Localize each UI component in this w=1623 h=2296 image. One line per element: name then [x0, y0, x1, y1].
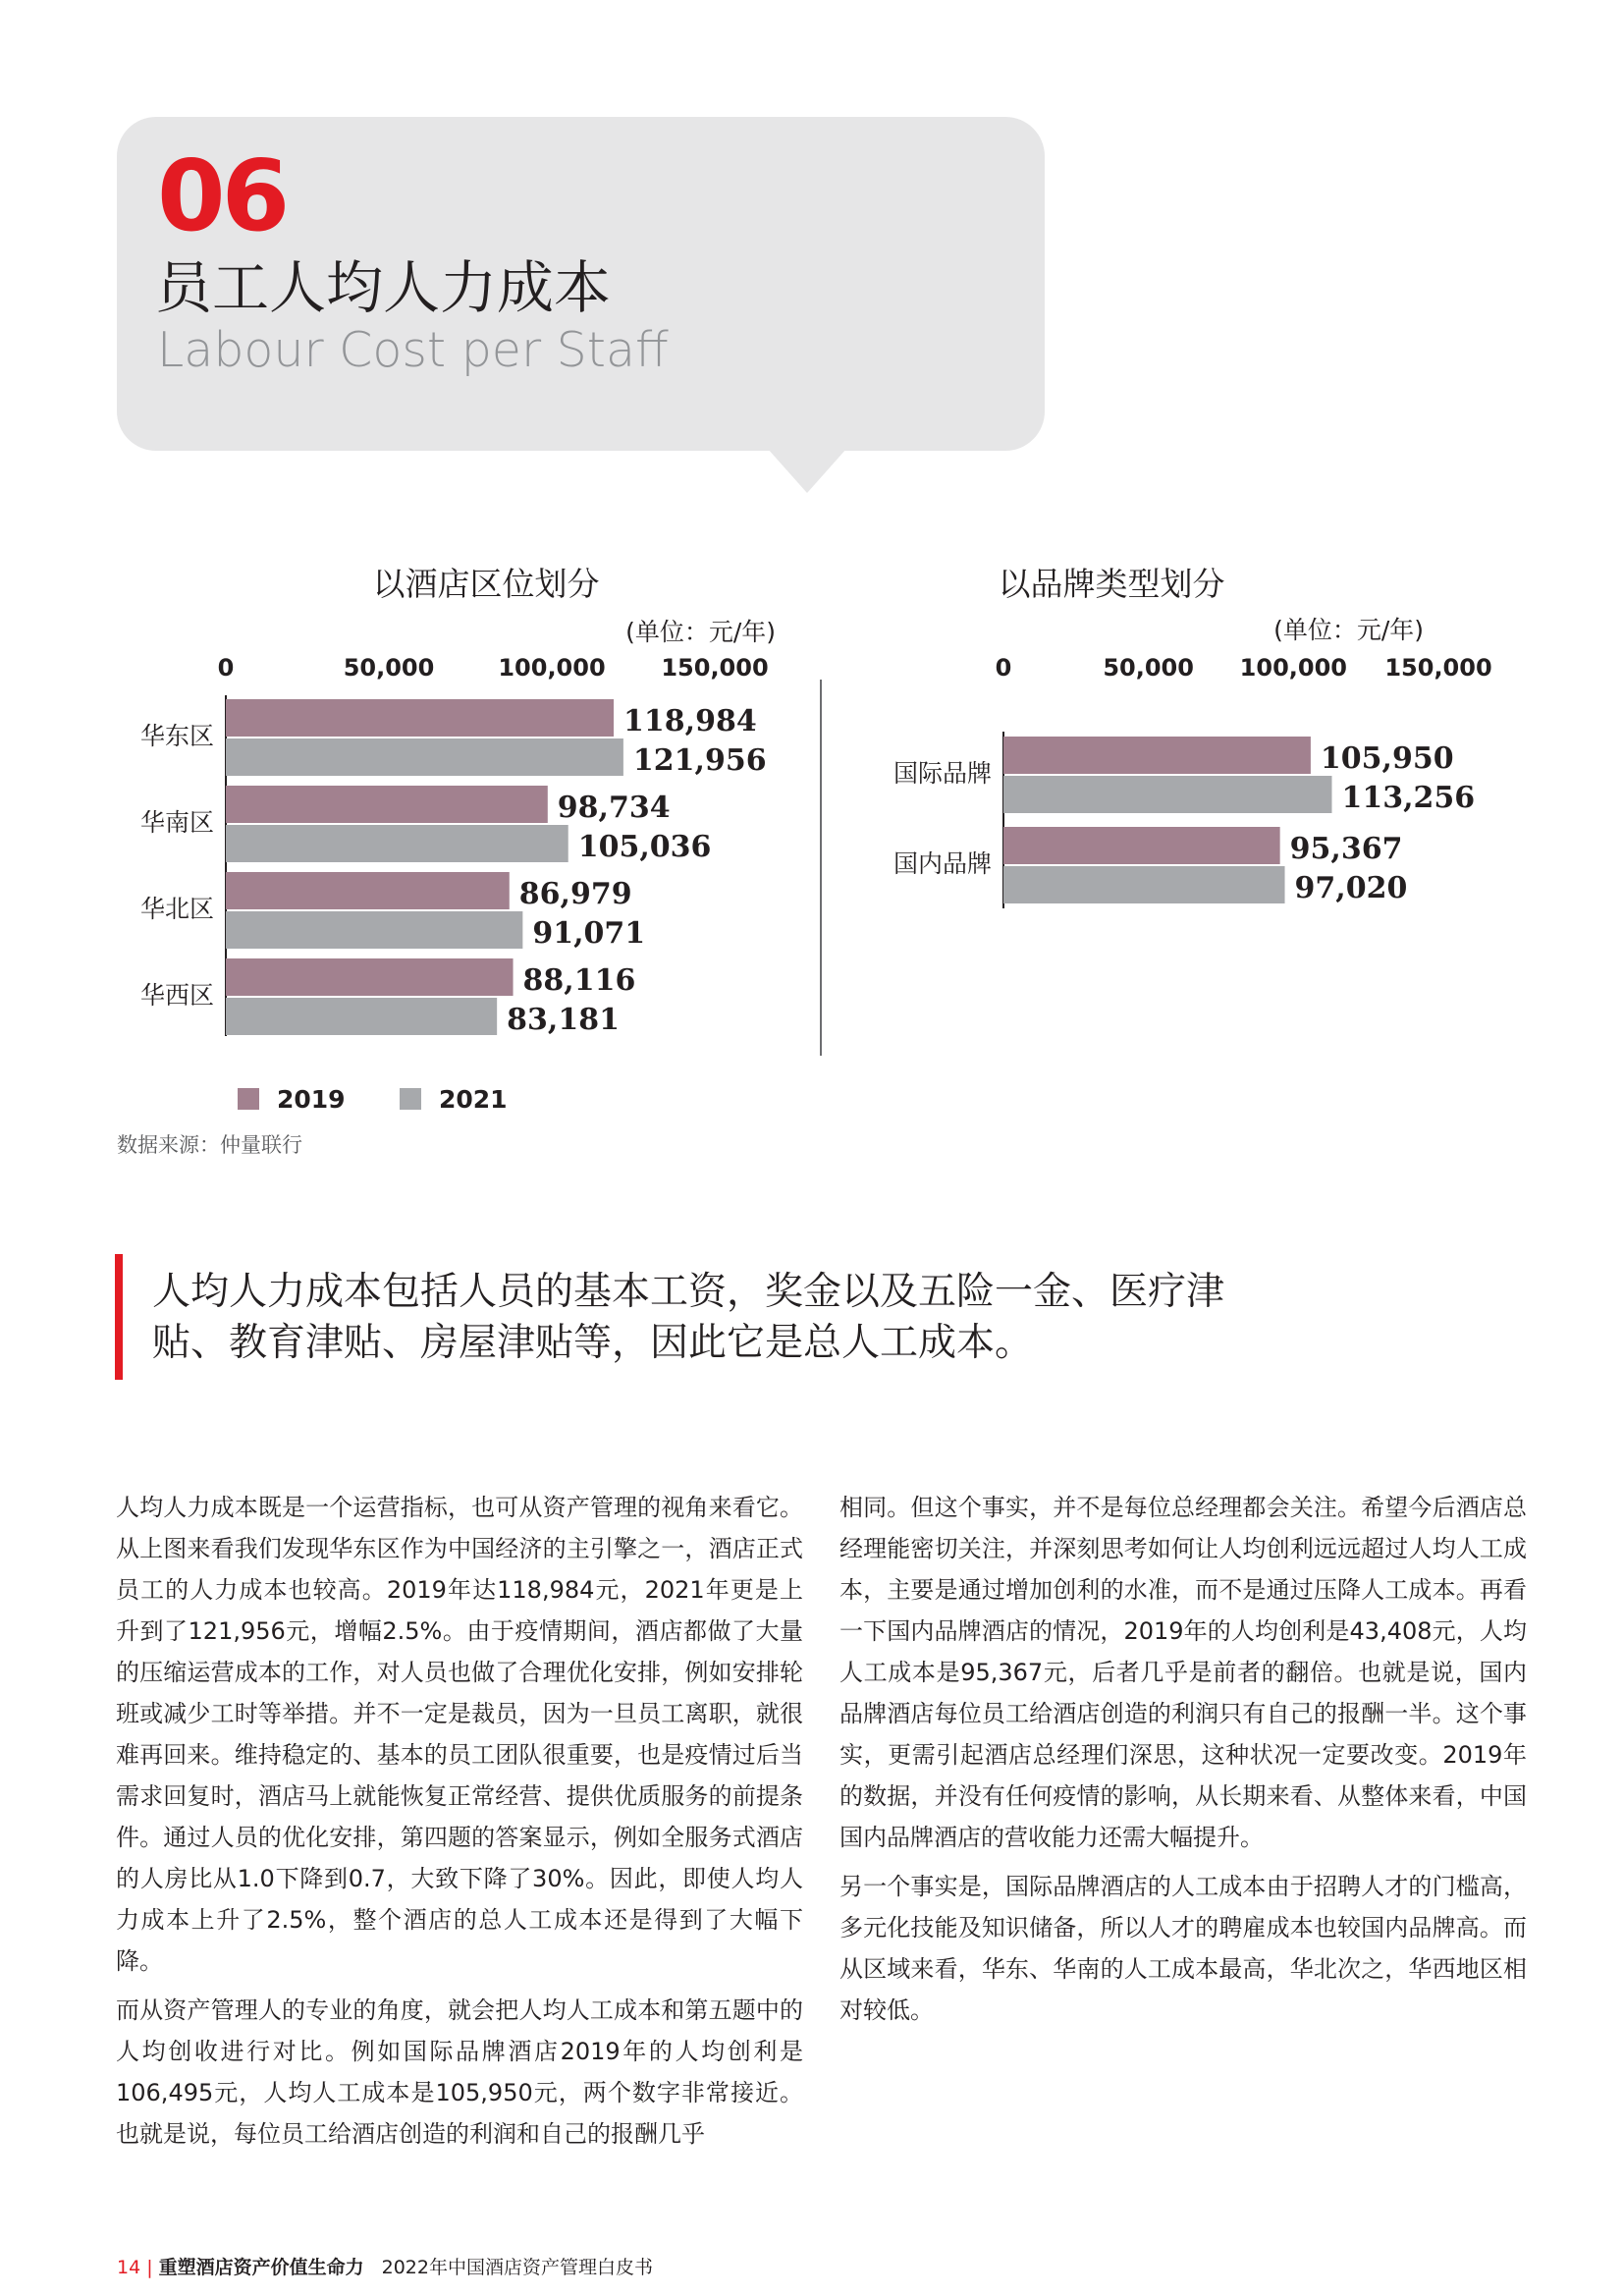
body-paragraph: 相同。但这个事实，并不是每位总经理都会关注。希望今后酒店总经理能密切关注，并深刻思考如何让人均创利远远超过人均人工成本，主要是通过增加创利的水准，而不是通过压降人工成本。再看一下国内品牌酒店的情况，2019年的人均创利是43,408元，人均人工成本是95,367元，后者几乎是前者的翻倍。也就是说，国内品牌酒店每位员工给酒店创造的利润只有自己的报酬一半。这个事实，更需引起酒店总经理们深思，这种状况一定要改变。2019年的数据，并没有任何疫情的影响，从长期来看、从整体来看，中国国内品牌酒店的营收能力还需大幅提升。: [839, 1494, 1527, 1851]
page-number: 14: [117, 2257, 141, 2278]
section-title: 员工人均人力成本: [155, 254, 612, 321]
x-tick-label: 0: [217, 654, 235, 682]
bar-2019: [226, 872, 510, 909]
charts-area: [0, 550, 1623, 1129]
chart-title: 以品牌类型划分: [998, 565, 1225, 603]
legend-swatch-2019: [238, 1088, 259, 1110]
page-footer: [117, 2253, 653, 2279]
bar-2021: [226, 738, 623, 776]
bar-2019: [226, 699, 614, 737]
category-label: 华西区: [139, 981, 214, 1010]
x-tick-label: 50,000: [343, 654, 435, 682]
bar-2021: [1003, 866, 1285, 903]
section-subtitle: Labour Cost per Staff: [157, 322, 669, 378]
chart-unit-label: (单位：元/年): [625, 618, 776, 646]
chart-unit-label: (单位：元/年): [1273, 616, 1424, 644]
data-label: 97,020: [1294, 871, 1408, 905]
body-paragraph: 另一个事实是，国际品牌酒店的人工成本由于招聘人才的门槛高，多元化技能及知识储备，所以人才的聘雇成本也较国内品牌高。而从区域来看，华东、华南的人工成本最高，华北次之，华西地区相对较低。: [839, 1873, 1527, 2024]
data-source: 数据来源：仲量联行: [117, 1133, 302, 1157]
x-tick-label: 0: [995, 654, 1012, 682]
chart-by-location: [140, 565, 776, 1037]
body-paragraph: 人均人力成本既是一个运营指标，也可从资产管理的视角来看它。从上图来看我们发现华东区作为中国经济的主引擎之一，酒店正式员工的人力成本也较高。2019年达118,984元，2021年更是上升到了121,956元，增幅2.5%。由于疫情期间，酒店都做了大量的压缩运营成本的工作，对人员也做了合理优化安排，例如安排轮班或减少工时等举措。并不一定是裁员，因为一旦员工离职，就很难再回来。维持稳定的、基本的员工团队很重要，也是疫情过后当需求回复时，酒店马上就能恢复正常经营、提供优质服务的前提条件。通过人员的优化安排，第四题的答案显示，例如全服务式酒店的人房比从1.0下降到0.7，大致下降了30%。因此，即使人均人力成本上升了2.5%，整个酒店的总人工成本还是得到了大幅下降。: [116, 1494, 803, 1975]
legend-label: 2021: [439, 1085, 508, 1114]
data-label: 105,950: [1320, 741, 1454, 776]
chart-by-brand: [893, 565, 1492, 908]
data-label: 91,071: [532, 916, 646, 951]
data-label: 98,734: [557, 791, 671, 825]
body-column-right: [839, 1487, 1527, 2039]
header-pointer: [768, 449, 846, 493]
x-tick-label: 150,000: [661, 654, 769, 682]
footer-book-title: 重塑酒店资产价值生命力: [158, 2257, 364, 2278]
bar-2021: [226, 998, 497, 1035]
bar-2021: [1003, 776, 1331, 813]
bar-2019: [1003, 737, 1311, 774]
x-tick-label: 100,000: [498, 654, 606, 682]
bar-2021: [226, 911, 522, 949]
category-label: 国内品牌: [893, 849, 992, 878]
x-tick-label: 100,000: [1239, 654, 1347, 682]
category-label: 华东区: [139, 722, 214, 750]
legend-swatch-2021: [400, 1088, 421, 1110]
pull-quote: 人均人力成本包括人员的基本工资，奖金以及五险一金、医疗津贴、教育津贴、房屋津贴等，因此它是总人工成本。: [152, 1270, 1225, 1365]
data-label: 95,367: [1289, 832, 1403, 866]
legend-label: 2019: [277, 1085, 346, 1114]
data-label: 121,956: [632, 743, 767, 778]
quote-accent-bar: [115, 1254, 123, 1380]
chart-title: 以酒店区位划分: [372, 565, 600, 603]
data-label: 105,036: [577, 830, 712, 864]
chart-legend: [238, 1085, 508, 1114]
x-tick-label: 50,000: [1103, 654, 1194, 682]
category-label: 华南区: [139, 808, 214, 837]
bar-2019: [1003, 827, 1280, 864]
data-label: 113,256: [1341, 781, 1476, 815]
bar-2019: [226, 958, 514, 996]
body-paragraph: 而从资产管理人的专业的角度，就会把人均人工成本和第五题中的人均创收进行对比。例如国际品牌酒店2019年的人均创利是106,495元，人均人工成本是105,950元，两个数字非常接近。也就是说，每位员工给酒店创造的利润和自己的报酬几乎: [116, 1996, 803, 2148]
bar-2019: [226, 786, 548, 823]
footer-separator: |: [146, 2257, 153, 2278]
category-label: 国际品牌: [893, 759, 992, 788]
x-tick-label: 150,000: [1384, 654, 1492, 682]
category-label: 华北区: [139, 895, 214, 923]
bar-2021: [226, 825, 568, 862]
footer-report-title: 2022年中国酒店资产管理白皮书: [381, 2257, 653, 2278]
data-label: 118,984: [623, 704, 757, 738]
data-label: 83,181: [507, 1003, 620, 1037]
data-label: 88,116: [522, 963, 636, 998]
section-number: 06: [157, 138, 287, 253]
body-column-left: [116, 1487, 803, 2162]
data-label: 86,979: [518, 877, 632, 911]
